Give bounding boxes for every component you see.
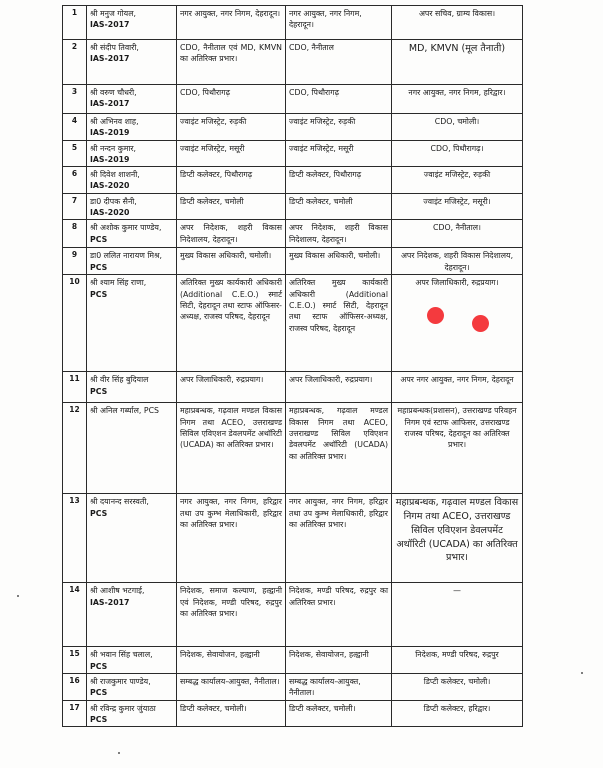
retained-posting-cell: ज्वाइंट मजिस्ट्रेट, मसूरी [286, 140, 392, 167]
table-row [63, 647, 523, 674]
serial-number-cell: 9 [63, 248, 87, 275]
retained-posting-cell: अपर जिलाधिकारी, रुद्रप्रयाग। [286, 372, 392, 403]
officer-name: श्री रविन्द्र कुमार जुंयाठा [90, 703, 156, 713]
officer-cadre: IAS-2017 [90, 597, 130, 607]
table-row [63, 167, 523, 194]
retained-posting-cell: निदेशक, मण्डी परिषद, रुद्रपुर का अतिरिक्त प्रभार। [286, 583, 392, 647]
officer-cadre: PCS [90, 234, 108, 244]
new-posting-cell: नगर आयुक्त, नगर निगम, हरिद्वार। [392, 85, 523, 114]
table-row [63, 494, 523, 583]
new-posting-cell: अपर जिलाधिकारी, रुद्रप्रयाग। [392, 275, 523, 372]
officer-name-cell [87, 494, 177, 583]
officer-name: श्री अभिनव शाह, [90, 117, 139, 126]
officer-name: श्री दिवेश शाशनी, [90, 170, 140, 180]
retained-posting-cell: नगर आयुक्त, नगर निगम, हरिद्वार तथा उप कुम्भ मेलाधिकारी, हरिद्वार का अतिरिक्त प्रभार। [286, 494, 392, 583]
table-row [63, 583, 523, 647]
officer-name: श्री मनुज गोयल, [90, 9, 136, 18]
current-posting-cell: मुख्य विकास अधिकारी, चमोली। [177, 248, 286, 275]
new-posting-cell: MD, KMVN (मूल तैनाती) [392, 40, 523, 85]
current-posting-cell: अतिरिक्त मुख्य कार्यकारी अधिकारी (Additional C.E.O.) स्मार्ट सिटी, देहरादून तथा स्टाफ ऑफिसर-अध्यक्ष, राजस्व परिषद, देहरादून [177, 275, 286, 372]
new-posting-cell: ज्वाइंट मजिस्ट्रेट, रुड़की [392, 167, 523, 194]
retained-posting-cell: डिप्टी कलेक्टर, चमोली [286, 193, 392, 220]
officer-name: श्री संदीप तिवारी, [90, 43, 139, 52]
table-row [63, 248, 523, 275]
retained-posting-cell: मुख्य विकास अधिकारी, चमोली। [286, 248, 392, 275]
officer-name-cell [87, 6, 177, 40]
new-posting-cell: डिप्टी कलेक्टर, हरिद्वार। [392, 700, 523, 727]
current-posting-cell: सम्बद्ध कार्यालय-आयुक्त, नैनीताल। [177, 673, 286, 700]
new-posting-cell: महाप्रबन्धक(प्रशासन), उत्तराखण्ड परिवहन निगम एवं स्टाफ आफिसर, उत्तराखण्ड राजस्व परिषद, देहरादून का अतिरिक्त प्रभार। [392, 403, 523, 494]
current-posting-cell: CDO, नैनीताल एवं MD, KMVN का अतिरिक्त प्रभार। [177, 40, 286, 85]
officer-name: श्री वरुण चौधरी, [90, 88, 137, 97]
officer-name-cell [87, 140, 177, 167]
serial-number-cell: 8 [63, 220, 87, 248]
officer-name: श्री अनिल गर्ब्याल, PCS [90, 406, 159, 416]
current-posting-cell: नगर आयुक्त, नगर निगम, देहरादून। [177, 6, 286, 40]
officer-name-cell [87, 647, 177, 674]
officer-cadre: PCS [90, 661, 108, 671]
officer-cadre: IAS-2017 [90, 20, 130, 30]
table-row [63, 114, 523, 141]
table-row [63, 85, 523, 114]
new-posting-cell: अपर नगर आयुक्त, नगर निगम, देहरादून [392, 372, 523, 403]
current-posting-cell: डिप्टी कलेक्टर, चमोली [177, 193, 286, 220]
retained-posting-cell: CDO, पिथौरागढ़ [286, 85, 392, 114]
serial-number-cell: 7 [63, 193, 87, 220]
serial-number-cell: 6 [63, 167, 87, 194]
officer-name-cell [87, 248, 177, 275]
officer-cadre: IAS-2020 [90, 208, 130, 218]
serial-number-cell: 13 [63, 494, 87, 583]
officer-cadre: IAS-2020 [90, 181, 130, 191]
retained-posting-cell: ज्वाइंट मजिस्ट्रेट, रुड़की [286, 114, 392, 141]
table-row [63, 700, 523, 727]
officer-cadre: PCS [90, 714, 108, 724]
officer-cadre: PCS [90, 262, 108, 272]
retained-posting-cell: महाप्रबन्धक, गढ़वाल मण्डल विकास निगम तथा ACEO, उत्तराखण्ड सिविल एविएशन डेवलपमेंट अथॉरिटी (UCADA) का अतिरिक्त प्रभार। [286, 403, 392, 494]
officer-name-cell [87, 40, 177, 85]
new-posting-cell: महाप्रबन्धक, गढ़वाल मण्डल विकास निगम तथा ACEO, उत्तराखण्ड सिविल एविएशन डेवलपमेंट अथॉरिटी (UCADA) का अतिरिक्त प्रभार। [392, 494, 523, 583]
serial-number-cell: 14 [63, 583, 87, 647]
current-posting-cell: नगर आयुक्त, नगर निगम, हरिद्वार तथा उप कुम्भ मेलाधिकारी, हरिद्वार का अतिरिक्त प्रभार। [177, 494, 286, 583]
serial-number-cell: 17 [63, 700, 87, 727]
officer-cadre: PCS [90, 386, 108, 396]
officer-cadre: IAS-2019 [90, 154, 130, 164]
serial-number-cell: 12 [63, 403, 87, 494]
officer-name: श्री अशोक कुमार पाण्डेय, [90, 223, 162, 233]
table-row [63, 220, 523, 248]
officer-cadre: IAS-2017 [90, 54, 130, 64]
officer-name: श्री वीर सिंह बुदियाल [90, 375, 149, 385]
officer-name-cell [87, 700, 177, 727]
serial-number-cell: 15 [63, 647, 87, 674]
table-row [63, 372, 523, 403]
officer-name-cell [87, 85, 177, 114]
serial-number-cell: 5 [63, 140, 87, 167]
new-posting-cell: ज्वाइंट मजिस्ट्रेट, मसूरी। [392, 193, 523, 220]
serial-number-cell: 11 [63, 372, 87, 403]
new-posting-cell: निदेशक, मण्डी परिषद, रुद्रपुर [392, 647, 523, 674]
current-posting-cell: अपर जिलाधिकारी, रुद्रप्रयाग। [177, 372, 286, 403]
retained-posting-cell: निदेशक, सेवायोजन, हल्द्वानी [286, 647, 392, 674]
officer-name: श्री आशीष भटगाई, [90, 586, 145, 596]
current-posting-cell: ज्वाइंट मजिस्ट्रेट, रुड़की [177, 114, 286, 141]
transfer-table [62, 5, 523, 727]
officer-name-cell [87, 167, 177, 194]
serial-number-cell: 3 [63, 85, 87, 114]
retained-posting-cell: अपर निदेशक, शहरी विकास निदेशालय, देहरादून। [286, 220, 392, 248]
officer-name-cell [87, 583, 177, 647]
table-row [63, 673, 523, 700]
officer-cadre: PCS [90, 289, 108, 299]
retained-posting-cell: डिप्टी कलेक्टर, पिथौरागढ़ [286, 167, 392, 194]
current-posting-cell: डिप्टी कलेक्टर, पिथौरागढ़ [177, 167, 286, 194]
table-row [63, 40, 523, 85]
officer-name-cell [87, 673, 177, 700]
red-dot-left [427, 307, 444, 324]
officer-name: श्री श्याम सिंह राणा, [90, 278, 147, 288]
new-posting-cell: CDO, नैनीताल। [392, 220, 523, 248]
serial-number-cell: 10 [63, 275, 87, 372]
officer-name-cell [87, 193, 177, 220]
new-posting-cell: — [392, 583, 523, 647]
table-row [63, 193, 523, 220]
current-posting-cell: महाप्रबन्धक, गढ़वाल मण्डल विकास निगम तथा ACEO, उत्तराखण्ड सिविल एविएशन डेवलपमेंट अथॉरिटी (UCADA) का अतिरिक्त प्रभार। [177, 403, 286, 494]
new-posting-cell: अपर निदेशक, शहरी विकास निदेशालय, देहरादून। [392, 248, 523, 275]
serial-number-cell: 2 [63, 40, 87, 85]
scan-speck [581, 672, 583, 674]
officer-name: श्री भवान सिंह चलाल, [90, 650, 153, 660]
officer-name: डा0 ललित नारायण मिश्र, [90, 251, 163, 261]
serial-number-cell: 16 [63, 673, 87, 700]
serial-number-cell: 1 [63, 6, 87, 40]
retained-posting-cell: अतिरिक्त मुख्य कार्यकारी अधिकारी (Additional C.E.O.) स्मार्ट सिटी, देहरादून तथा स्टाफ ऑफिसर-अध्यक्ष, राजस्व परिषद, देहरादून [286, 275, 392, 372]
officer-name: श्री नन्दन कुमार, [90, 143, 137, 153]
retained-posting-cell: नगर आयुक्त, नगर निगम, देहरादून। [286, 6, 392, 40]
retained-posting-cell: सम्बद्ध कार्यालय-आयुक्त, नैनीताल। [286, 673, 392, 700]
red-dot-right [472, 315, 489, 332]
scan-speck [118, 752, 120, 754]
officer-name: श्री राजकुमार पाण्डेय, [90, 676, 151, 686]
officer-cadre: IAS-2017 [90, 99, 130, 109]
new-posting-cell: CDO, पिथौरागढ़। [392, 140, 523, 167]
serial-number-cell: 4 [63, 114, 87, 141]
officer-name: श्री दयानन्द सरस्वती, [90, 497, 149, 507]
officer-name-cell [87, 372, 177, 403]
retained-posting-cell: डिप्टी कलेक्टर, चमोली। [286, 700, 392, 727]
officer-name-cell [87, 403, 177, 494]
new-posting-cell: CDO, चमोली। [392, 114, 523, 141]
current-posting-cell: CDO, पिथौरागढ़ [177, 85, 286, 114]
current-posting-cell: निदेशक, समाज कल्याण, हल्द्वानी एवं निदेशक, मण्डी परिषद, रुद्रपुर का अतिरिक्त प्रभार। [177, 583, 286, 647]
officer-cadre: PCS [90, 688, 108, 698]
new-posting-cell: डिप्टी कलेक्टर, चमोली। [392, 673, 523, 700]
table-row [63, 6, 523, 40]
table-row [63, 140, 523, 167]
new-posting-cell: अपर सचिव, ग्राम्य विकास। [392, 6, 523, 40]
retained-posting-cell: CDO, नैनीताल [286, 40, 392, 85]
officer-name: डा0 दीपक सैनी, [90, 196, 137, 206]
officer-name-cell [87, 220, 177, 248]
table-row [63, 275, 523, 372]
current-posting-cell: ज्वाइंट मजिस्ट्रेट, मसूरी [177, 140, 286, 167]
scan-speck [17, 595, 19, 597]
table-row [63, 403, 523, 494]
current-posting-cell: डिप्टी कलेक्टर, चमोली। [177, 700, 286, 727]
officer-name-cell [87, 275, 177, 372]
officer-cadre: IAS-2019 [90, 128, 130, 138]
current-posting-cell: निदेशक, सेवायोजन, हल्द्वानी [177, 647, 286, 674]
officer-cadre: PCS [90, 508, 108, 518]
current-posting-cell: अपर निदेशक, शहरी विकास निदेशालय, देहरादून। [177, 220, 286, 248]
officer-name-cell [87, 114, 177, 141]
